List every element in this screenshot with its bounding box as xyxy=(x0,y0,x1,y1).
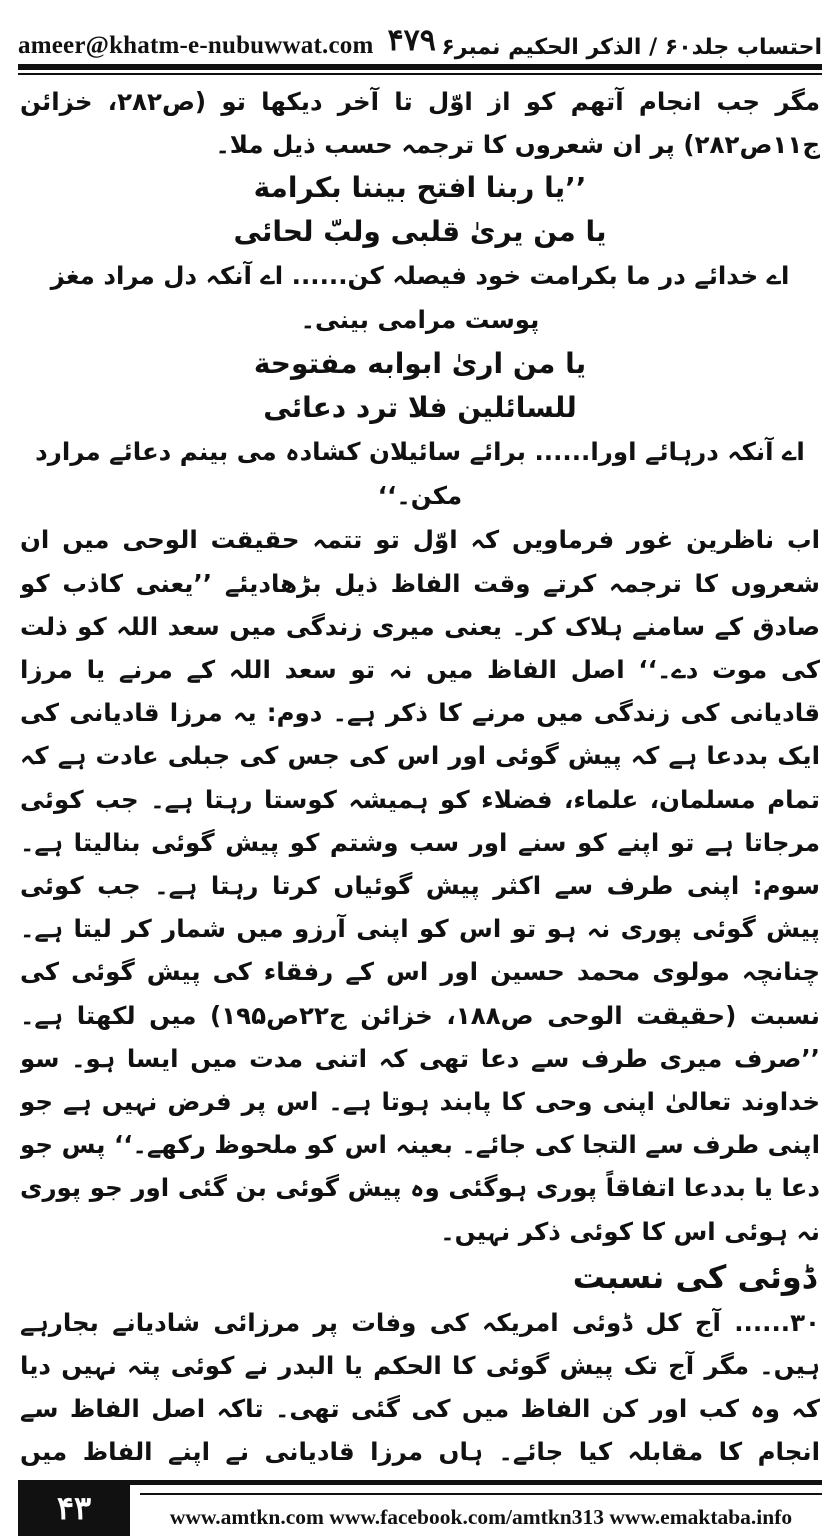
footer-page-number: ۴۳ xyxy=(18,1480,130,1536)
section-paragraph: ۳۰...... آج کل ڈوئی امریکہ کی وفات پر مرزائی شادیانے بجارہے ہیں۔ مگر آج تک پیش گوئی کا الحکم یا البدر نے کوئی پتہ نہیں دیا کہ وہ کب اور کن الفاظ میں کی گئی تھی۔ تاکہ اصل الفاظ سے انجام کا مقابلہ کیا جائے۔ ہاں مرزا قادیانی نے اپنے الفاظ میں xyxy=(20,1307,820,1467)
header-rule-thin xyxy=(18,73,822,75)
header-rule-thick xyxy=(18,64,822,70)
intro-paragraph: مگر جب انجام آتھم کو از اوّل تا آخر دیکھا تو (ص۲۸۲، خزائن ج۱۱ص۲۸۲) پر ان شعروں کا ترجمہ حسب ذیل ملا۔ xyxy=(20,87,820,160)
header-left xyxy=(18,25,436,60)
footer-rule-thick xyxy=(18,1480,822,1485)
verse-1-translation: اے خدائے در ما بکرامت خود فیصلہ کن...... اے آنکہ دل مراد مغز پوست مرامی بینی۔ xyxy=(50,261,790,335)
section-heading: ڈوئی کی نسبت xyxy=(572,1257,816,1296)
footer-rule-thin xyxy=(140,1493,822,1495)
verse-1b: یا من یریٰ قلبی ولبّ لحائی xyxy=(233,215,607,249)
header-email: ameer@khatm-e-nubuwwat.com xyxy=(18,32,374,59)
header-page-number: ۴۷۹ xyxy=(387,24,436,57)
verse-2b: للسائلین فلا ترد دعائی xyxy=(263,391,577,425)
page-body xyxy=(20,80,820,1472)
header-journal-title: احتساب جلد۶۰ / الذکر الحکیم نمبر۶ xyxy=(441,35,822,60)
page-header xyxy=(18,14,822,60)
analysis-paragraph: اب ناظرین غور فرماویں کہ اوّل تو تتمہ حقیقت الوحی میں ان شعروں کا ترجمہ کرتے وقت الفاظ ذیل بڑھادیئے ’’یعنی کاذب کو صادق کے سامنے ہلاک کر۔ یعنی میری زندگی میں سعد اللہ کو ذلت کی موت دے۔‘‘ اصل الفاظ میں نہ تو سعد اللہ کے مرنے یا مرزا قادیانی کی زندگی میں مرنے کا ذکر ہے۔ دوم: یہ مرزا قادیانی کی ایک بددعا ہے کہ پیش گوئی اور اس کی جس کی جبلی عادت ہے کہ تمام مسلمان، علماء، فضلاء کو ہمیشہ کوستا رہتا ہے۔ جب کوئی مرجاتا ہے تو اپنے کو سنے اور سب وشتم کو پیش گوئی بنالیتا ہے۔ سوم: اپنی طرف سے اکثر پیش گوئیاں کرتا رہتا ہے۔ جب کوئی پیش گوئی پوری نہ ہو تو اس کو اپنی آرزو میں شمار کر لیتا ہے۔ چنانچہ مولوی محمد حسین اور اس کے رفقاء کی پیش گوئی کی نسبت (حقیقت الوحی ص۱۸۸، خزائن ج۲۲ص۱۹۵) میں لکھتا ہے۔ ’’صرف میری طرف سے دعا تھی کہ اتنی مدت میں ایسا ہو۔ سو خداوند تعالیٰ اپنی وحی کا پابند ہوتا ہے۔ اس پر فرض نہیں ہے جو اپنی طرف سے التجا کی جائے۔ بعینہ اس کو ملحوظ رکھے۔‘‘ پس جو دعا یا بددعا اتفاقاً پوری ہوگئی وہ پیش گوئی بن گئی اور جو پوری نہ ہوئی اس کا کوئی ذکر نہیں۔ xyxy=(20,525,820,1246)
verse-2a: یا من اریٰ ابوابه مفتوحة xyxy=(253,347,587,381)
footer-links: www.amtkn.com www.facebook.com/amtkn313 www.emaktaba.info xyxy=(169,1505,793,1529)
verse-2-translation: اے آنکہ درہائے اورا...... برائے سائیلان کشادہ می بینم دعائے مرارد مکن۔‘‘ xyxy=(35,437,805,511)
verse-1a: ’’یا ربنا افتح بیننا بکرامة xyxy=(253,171,587,205)
